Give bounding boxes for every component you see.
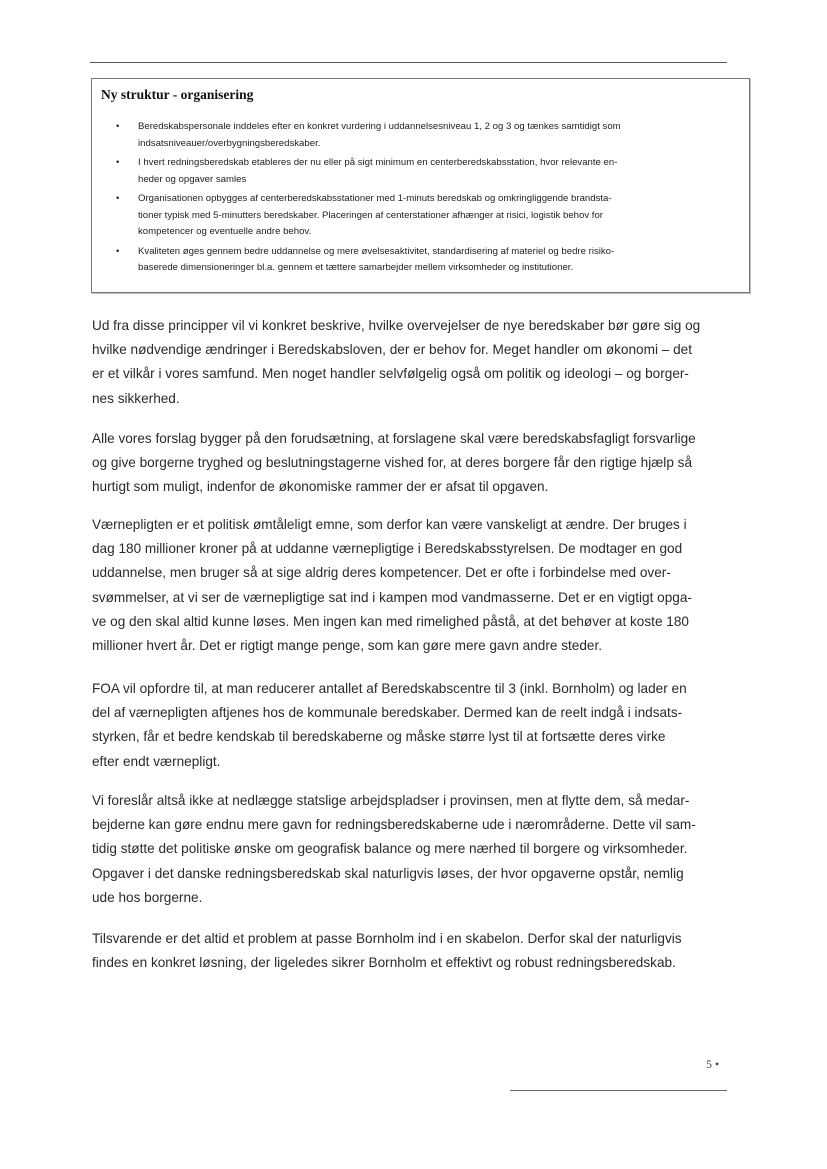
paragraph-line: FOA vil opfordre til, at man reducerer antallet af Beredskabscentre til 3 (inkl. Bornholm) og lader en: [92, 681, 687, 696]
page-number: 5 •: [706, 1057, 720, 1071]
paragraph-line: bejderne kan gøre endnu mere gavn for redningsberedskaberne ude i nærområderne. Dette vil sam-: [92, 817, 696, 833]
paragraph-line: Opgaver i det danske redningsberedskab skal naturligvis løses, der hvor opgaverne opstår, nemlig: [92, 865, 684, 881]
paragraph-line: hvilke nødvendige ændringer i Beredskabsloven, der er behov for. Meget handler om økonomi – det: [92, 342, 692, 358]
paragraph-line: Værnepligten er et politisk ømtåleligt emne, som derfor kan være vanskeligt at ændre. Der bruges i: [92, 517, 687, 532]
paragraph-line: Alle vores forslag bygger på den forudsætning, at forslagene skal være beredskabsfagligt forsvarlige: [92, 431, 696, 446]
bullet-line: heder og opgaver samles: [138, 173, 247, 185]
paragraph-line: hurtigt som muligt, indenfor de økonomiske rammer der er afsat til opgaven.: [92, 479, 549, 495]
bullet-icon: •: [116, 121, 120, 132]
bullet-item: [116, 191, 741, 241]
paragraph-line: dag 180 millioner kroner på at uddanne værnepligtige i Beredskabsstyrelsen. De modtager en god: [92, 541, 683, 557]
bullet-line: Kvaliteten øges gennem bedre uddannelse og mere øvelsesaktivitet, standardisering af materiel og bedre risiko-: [138, 245, 615, 257]
bullet-icon: •: [116, 245, 120, 257]
header-rule: [90, 62, 727, 63]
bullet-line: kompetencer og eventuelle andre behov.: [138, 226, 312, 237]
paragraph-line: efter endt værnepligt.: [92, 753, 221, 769]
paragraph-line: ve og den skal altid kunne løses. Men ingen kan med rimelighed påstå, at det behøver at koste 180: [92, 613, 689, 629]
summary-box: [91, 78, 750, 293]
paragraph-line: ude hos borgerne.: [92, 889, 203, 905]
bullet-line: Organisationen opbygges af centerberedskabsstationer med 1-minuts beredskab og omkringliggende brandsta-: [138, 193, 612, 204]
bullet-line: baserede dimensioneringer bl.a. gennem et tættere samarbejder mellem virksomheder og institutioner.: [138, 262, 574, 273]
paragraph-line: svømmelser, at vi ser de værnepligtige sat ind i kampen mod vandmasserne. Det er en vigtigt opga-: [92, 589, 692, 605]
bullet-icon: •: [116, 157, 120, 168]
paragraph-line: er et vilkår i vores samfund. Men noget handler selvfølgelig også om politik og ideologi – og borger-: [92, 366, 689, 382]
body-paragraph: [92, 677, 752, 774]
paragraph-line: Ud fra disse principper vil vi konkret beskrive, hvilke overvejelser de nye beredskaber bør gøre sig og: [92, 318, 701, 333]
paragraph-line: styrken, får et bedre kendskab til beredskaberne og måske større lyst til at fortsætte deres virke: [92, 729, 666, 745]
paragraph-line: millioner hvert år. Det er rigtigt mange penge, som kan gøre mere gavn andre steder.: [92, 638, 603, 654]
bullet-list: [116, 119, 741, 280]
body-paragraph: [92, 789, 752, 910]
paragraph-line: findes en konkret løsning, der ligeledes sikrer Bornholm et effektivt og robust redningsberedskab.: [92, 955, 676, 971]
bullet-line: Beredskabspersonale inddeles efter en konkret vurdering i uddannelsesniveau 1, 2 og 3 og tænkes samtidigt som: [138, 121, 621, 132]
bullet-line: I hvert redningsberedskab etableres der nu eller på sigt minimum en centerberedskabsstation, hvor relevante en-: [138, 157, 618, 168]
paragraph-line: og give borgerne tryghed og beslutningstagerne vished for, at deres borgere får den rigtige hjælp så: [92, 455, 693, 471]
paragraph-line: Tilsvarende er det altid et problem at passe Bornholm ind i en skabelon. Derfor skal der naturligvis: [92, 931, 682, 946]
bullet-item: [116, 244, 741, 277]
bullet-line: tioner typisk med 5-minutters beredskaber. Placeringen af centerstationer afhænger at risici, logistik behov for: [138, 209, 603, 221]
bullet-icon: •: [116, 193, 120, 204]
body-paragraph: [92, 314, 752, 411]
paragraph-line: uddannelse, men bruger så at sige aldrig deres kompetencer. Det er ofte i forbindelse med over-: [92, 565, 671, 581]
box-title: Ny struktur - organisering: [101, 87, 254, 102]
body-paragraph: [92, 427, 752, 500]
paragraph-line: del af værnepligten aftjenes hos de kommunale beredskaber. Dermed kan de reelt indgå i indsats-: [92, 705, 683, 721]
paragraph-line: Vi foreslår altså ikke at nedlægge statslige arbejdspladser i provinsen, men at flytte dem, så medar-: [92, 793, 690, 808]
paragraph-line: nes sikkerhed.: [92, 390, 180, 406]
bullet-line: indsatsniveauer/overbygningsberedskaber.: [138, 137, 321, 149]
body-paragraph: [92, 513, 752, 658]
bullet-item: [116, 155, 741, 188]
footer-rule: [510, 1090, 727, 1091]
bullet-item: [116, 119, 741, 152]
body-paragraph: [92, 927, 752, 975]
paragraph-line: tidig støtte det politiske ønske om geografisk balance og mere nærhed til borgere og virksomheder.: [92, 841, 688, 857]
